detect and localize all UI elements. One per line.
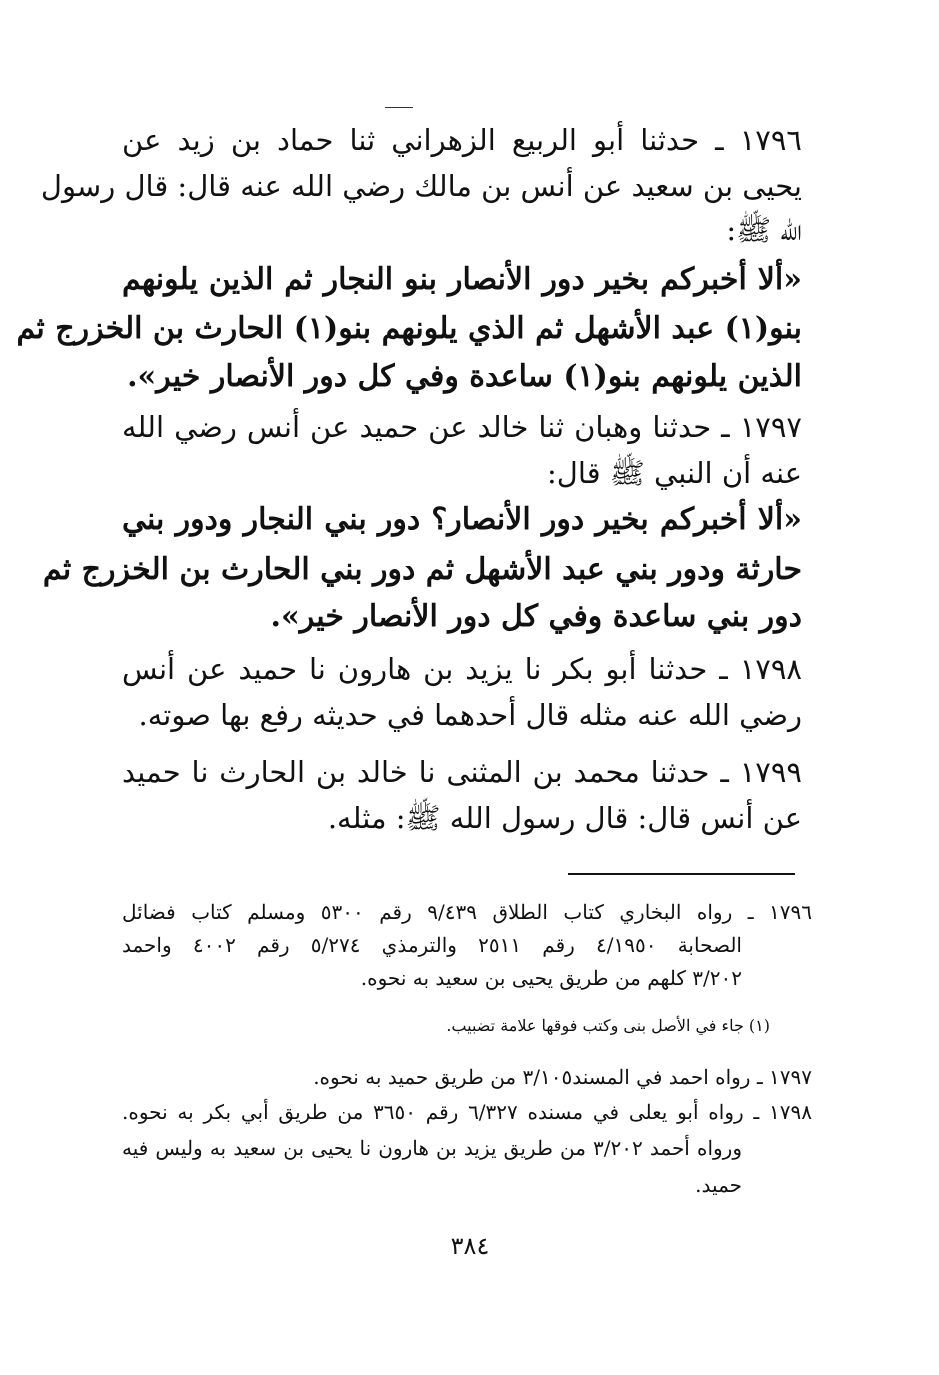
page-number: ٣٨٤ xyxy=(450,1232,490,1260)
hadith-text-line: «ألا أخبركم بخير دور الأنصار بنو النجار ثم الذين يلونهم xyxy=(122,262,802,297)
main-line: عنه أن النبي ﷺ قال: xyxy=(547,456,802,490)
footnote-line: حميد. xyxy=(695,1173,742,1197)
footnote-note: (١) جاء في الأصل بنى وكتب فوقها علامة تضبيب. xyxy=(446,1016,770,1035)
main-line: رضي الله عنه مثله قال أحدهما في حديثه رفع بها صوته. xyxy=(138,698,802,732)
hadith-text-line: دور بني ساعدة وفي كل دور الأنصار خير». xyxy=(270,599,802,634)
footnote-line: ١٧٩٨ ـ رواه أبو يعلى في مسنده ٦/٣٢٧ رقم ٣٦٥٠ من طريق أبي بكر به نحوه. xyxy=(122,1100,812,1124)
hadith-text-line: بنو(١) عبد الأشهل ثم الذي يلونهم بنو(١) الحارث بن الخزرج ثم xyxy=(16,311,802,346)
main-line: ١٧٩٦ ـ حدثنا أبو الربيع الزهراني ثنا حماد بن زيد عن xyxy=(122,123,802,157)
footnote-line: ورواه أحمد ٣/٢٠٢ من طريق يزيد بن هارون نا يحيى بن سعيد به وليس فيه xyxy=(122,1136,742,1160)
footnote-line: ١٧٩٧ ـ رواه احمد في المسند٣/١٠٥ من طريق حميد به نحوه. xyxy=(313,1065,812,1089)
hadith-text-line: «ألا أخبركم بخير دور الأنصار؟ دور بني النجار ودور بني xyxy=(122,502,802,537)
hadith-text-line: حارثة ودور بني عبد الأشهل ثم دور بني الحارث بن الخزرج ثم xyxy=(42,552,802,587)
footnote-line: الصحابة ٤/١٩٥٠ رقم ٢٥١١ والترمذي ٥/٢٧٤ رقم ٤٠٠٢ واحمد xyxy=(122,933,742,957)
main-line: يحيى بن سعيد عن أنس بن مالك رضي الله عنه قال: قال رسول xyxy=(40,169,802,203)
top-mark xyxy=(385,107,413,108)
footnote-line: ٣/٢٠٢ كلهم من طريق يحيى بن سعيد به نحوه. xyxy=(360,966,742,990)
main-line: عن أنس قال: قال رسول الله ﷺ: مثله. xyxy=(327,801,802,835)
hadith-text-line: الذين يلونهم بنو(١) ساعدة وفي كل دور الأنصار خير». xyxy=(127,359,802,394)
footnote-line: ١٧٩٦ ـ رواه البخاري كتاب الطلاق ٩/٤٣٩ رقم ٥٣٠٠ ومسلم كتاب فضائل xyxy=(122,900,813,924)
footnote-separator xyxy=(568,873,795,875)
main-line: ١٧٩٩ ـ حدثنا محمد بن المثنى نا خالد بن الحارث نا حميد xyxy=(122,755,802,789)
main-line: الله ﷺ: xyxy=(726,213,802,247)
main-line: ١٧٩٧ ـ حدثنا وهبان ثنا خالد عن حميد عن أنس رضي الله xyxy=(122,410,802,444)
main-line: ١٧٩٨ ـ حدثنا أبو بكر نا يزيد بن هارون نا حميد عن أنس xyxy=(122,652,802,686)
